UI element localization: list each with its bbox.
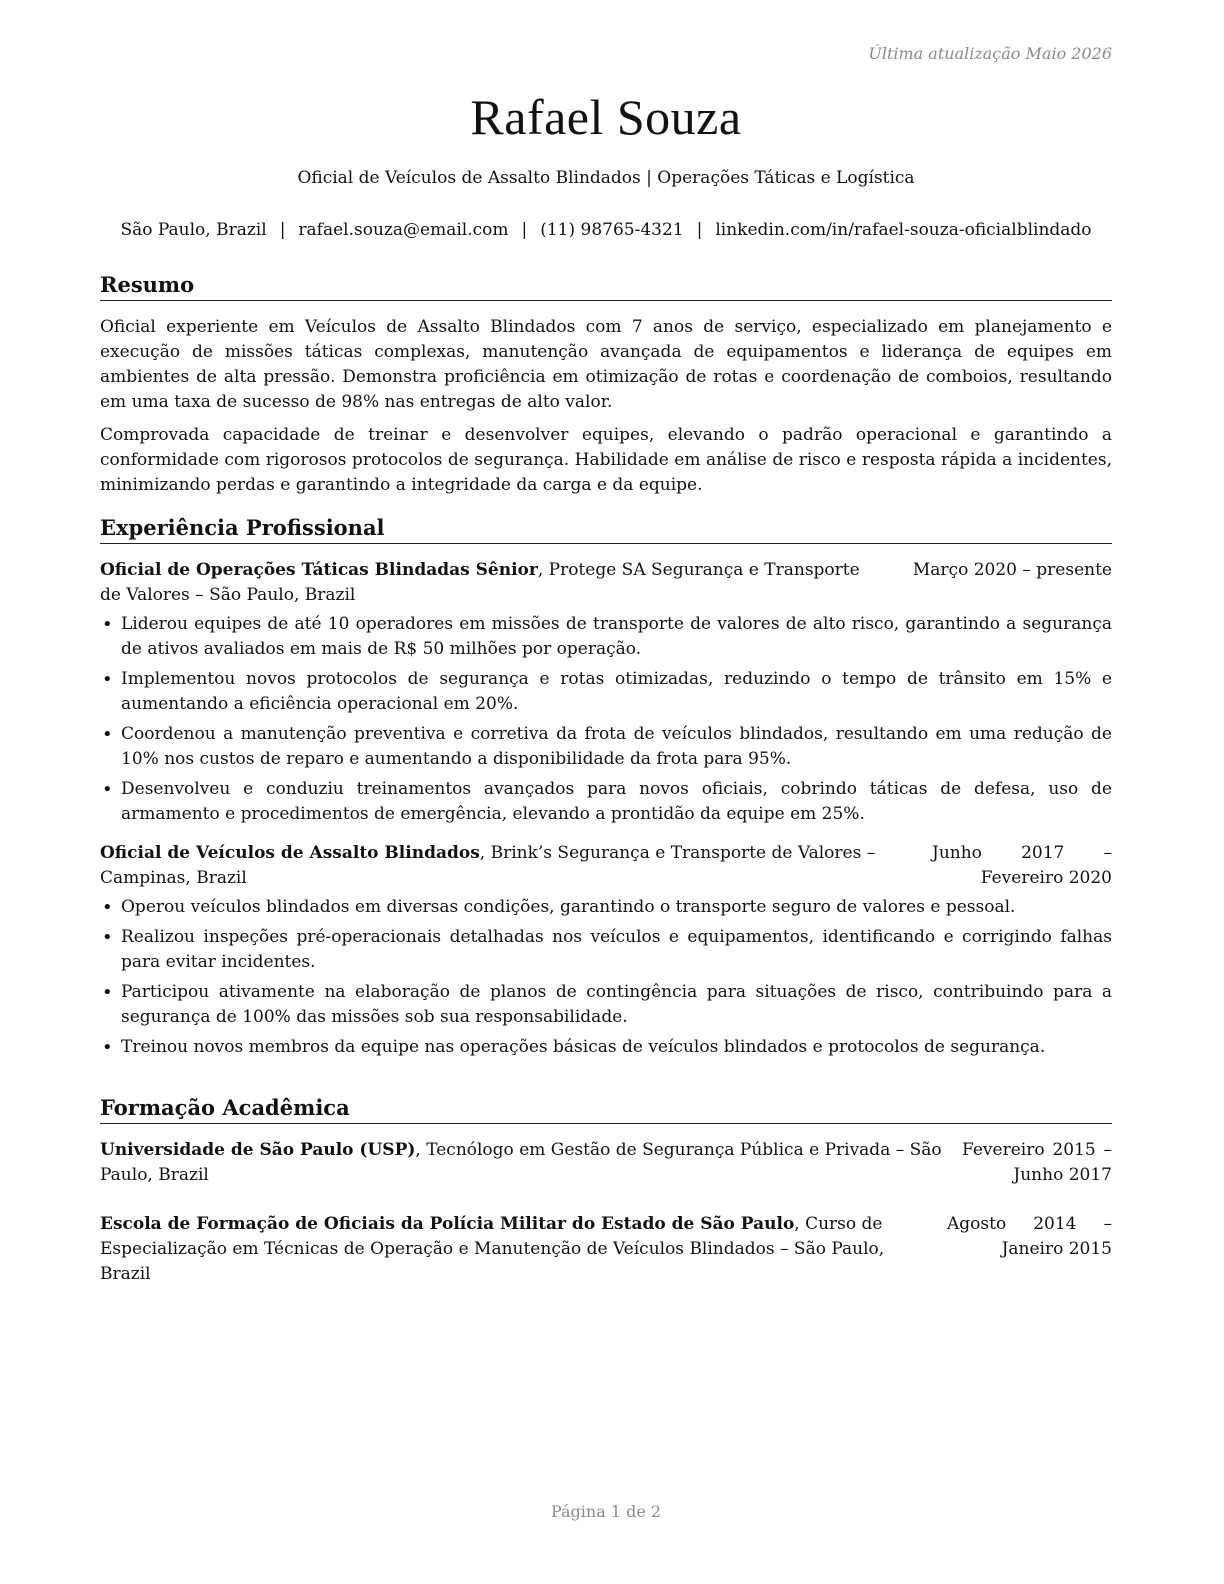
job-role: Oficial de Operações Táticas Blindadas Sênior — [100, 560, 538, 580]
job-bullet: • Treinou novos membros da equipe nas operações básicas de veículos blindados e protocolos de segurança. — [100, 1035, 1112, 1060]
education-detail: , Tecnólogo em Gestão de Segurança Pública e Privada – São Paulo, Brazil — [100, 1140, 942, 1185]
job-role: Oficial de Veículos de Assalto Blindados — [100, 843, 480, 863]
job-header — [100, 558, 1112, 608]
education-detail: , Curso de Especialização em Técnicas de Operação e Manutenção de Veículos Blindados – São Paulo, Brazil — [100, 1214, 885, 1284]
job-bullets — [100, 895, 1112, 1060]
job-dates: Junho 2017 – Fevereiro 2020 — [932, 843, 1112, 888]
summary-paragraph: Comprovada capacidade de treinar e desenvolver equipes, elevando o padrão operacional e garantindo a conformidade com rigorosos protocolos de segurança. Habilidade em análise de risco e resposta rápida a incidentes, minimizando perdas e garantindo a integridade da carga e da equipe. — [100, 425, 1112, 495]
job-bullets — [100, 612, 1112, 827]
job-bullet: • Liderou equipes de até 10 operadores em missões de transporte de valores de alto risco, garantindo a segurança de ativos avaliados em mais de R$ 50 milhões por operação. — [100, 612, 1112, 662]
job-bullet: • Coordenou a manutenção preventiva e corretiva da frota de veículos blindados, resultando em uma redução de 10% nos custos de reparo e aumentando a disponibilidade da frota para 95%. — [100, 722, 1112, 772]
section-title-summary: Resumo — [100, 271, 1112, 301]
education-school: Universidade de São Paulo (USP) — [100, 1140, 416, 1160]
job-bullet: • Implementou novos protocolos de segurança e rotas otimizadas, reduzindo o tempo de trânsito em 15% e aumentando a eficiência operacional em 20%. — [100, 667, 1112, 717]
job-bullet: • Operou veículos blindados em diversas condições, garantindo o transporte seguro de valores e pessoal. — [100, 895, 1112, 920]
contact-separator: | — [521, 220, 528, 240]
contact-linkedin[interactable]: linkedin.com/in/rafael-souza-oficialblindado — [715, 220, 1092, 240]
job-org: , Brink’s Segurança e Transporte de Valores – Campinas, Brazil — [100, 843, 876, 888]
job-bullet: • Realizou inspeções pré-operacionais detalhadas nos veículos e equipamentos, identificando e corrigindo falhas para evitar incidentes. — [100, 925, 1112, 975]
job-dates: Março 2020 – presente — [912, 560, 1112, 580]
contact-phone: (11) 98765-4321 — [540, 220, 684, 240]
contact-line — [94, 220, 1118, 240]
job-entry — [100, 558, 1112, 827]
job-entry — [100, 841, 1112, 1060]
job-bullet: • Desenvolveu e conduziu treinamentos avançados para novos oficiais, cobrindo táticas de defesa, uso de armamento e procedimentos de emergência, elevando a prontidão da equipe em 25%. — [100, 777, 1112, 827]
education-section — [100, 1094, 1112, 1287]
job-bullet: • Participou ativamente na elaboração de planos de contingência para situações de risco, contribuindo para a segurança de 100% das missões sob sua responsabilidade. — [100, 980, 1112, 1030]
contact-location: São Paulo, Brazil — [120, 220, 267, 240]
summary-paragraph: Oficial experiente em Veículos de Assalto Blindados com 7 anos de serviço, especializado em planejamento e execução de missões táticas complexas, manutenção avançada de equipamentos e liderança de equipes em ambientes de alta pressão. Demonstra proficiência em otimização de rotas e coordenação de comboios, resultando em uma taxa de sucesso de 98% nas entregas de alto valor. — [100, 317, 1112, 412]
job-org: , Protege SA Segurança e Transporte de Valores – São Paulo, Brazil — [100, 560, 860, 605]
contact-separator: | — [279, 220, 286, 240]
contact-email[interactable]: rafael.souza@email.com — [298, 220, 509, 240]
resume-page — [100, 0, 1112, 1584]
education-entry — [100, 1212, 1112, 1287]
headline: Oficial de Veículos de Assalto Blindados | Operações Táticas e Logística — [297, 168, 915, 188]
last-updated: Última atualização Maio 2026 — [868, 44, 1112, 63]
page-number: Página 1 de 2 — [550, 1502, 662, 1521]
education-dates: Fevereiro 2015 – Junho 2017 — [962, 1140, 1112, 1185]
education-entry — [100, 1138, 1112, 1188]
contact-separator: | — [696, 220, 703, 240]
summary-section — [100, 271, 1112, 506]
education-school: Escola de Formação de Oficiais da Polícia Militar do Estado de São Paulo — [100, 1214, 795, 1234]
section-title-education: Formação Acadêmica — [100, 1094, 1112, 1124]
section-title-experience: Experiência Profissional — [100, 514, 1112, 544]
candidate-name: Rafael Souza — [470, 89, 742, 145]
job-header — [100, 841, 1112, 891]
education-dates: Agosto 2014 – Janeiro 2015 — [947, 1214, 1112, 1259]
experience-section — [100, 514, 1112, 1065]
